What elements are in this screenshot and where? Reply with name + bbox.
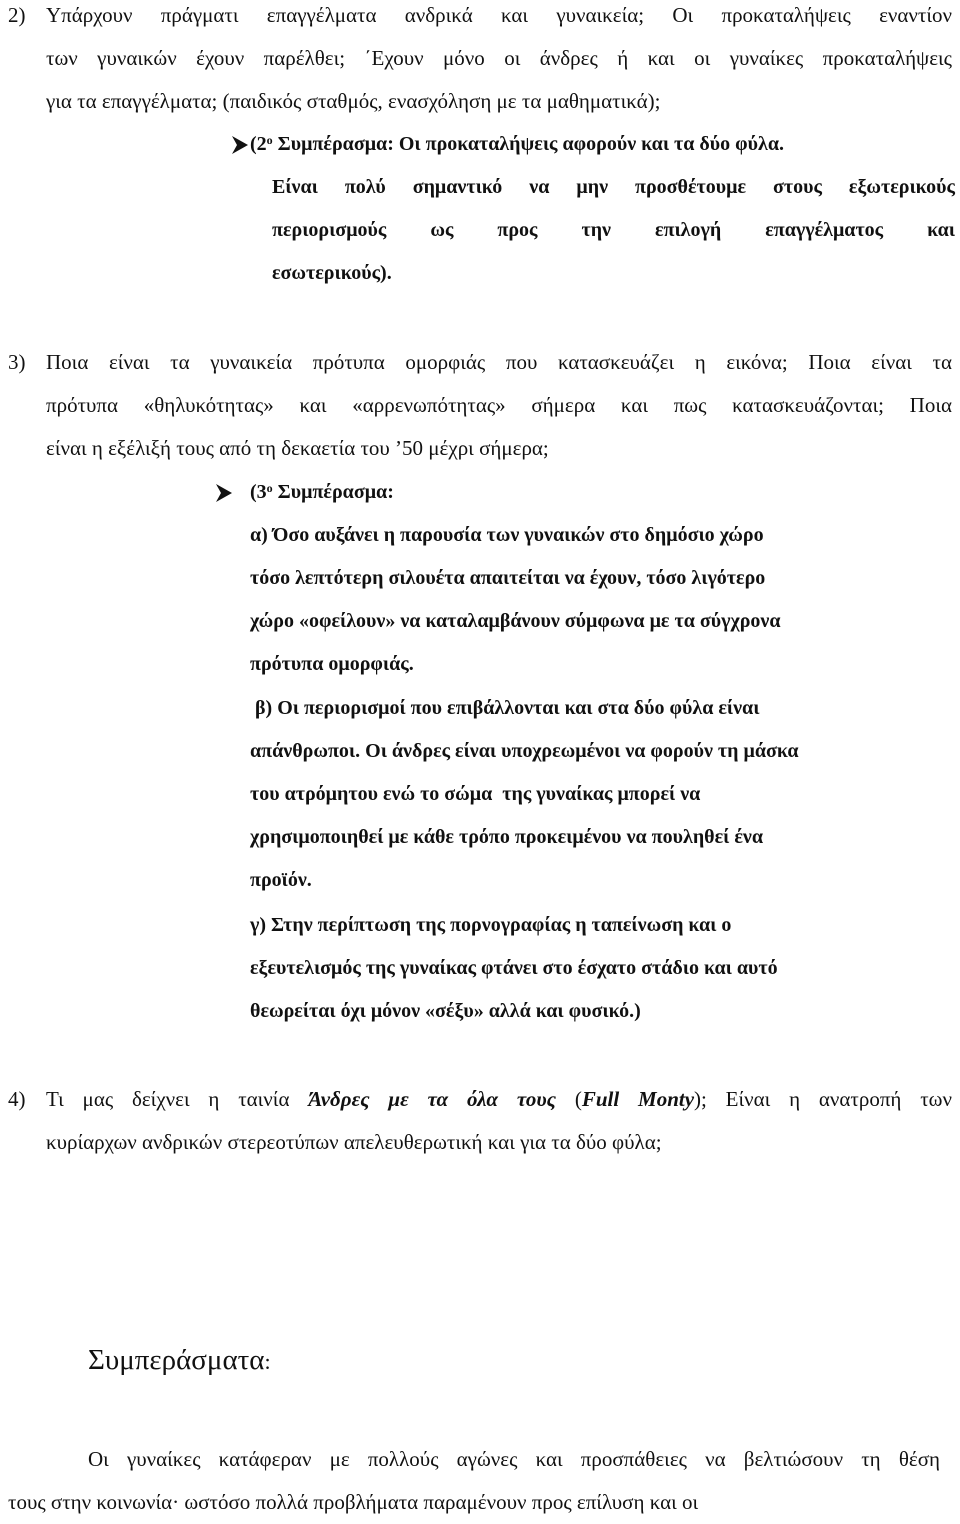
arrow-bullet-icon [214, 482, 234, 510]
conclusion-b-line-2: απάνθρωποι. Οι άνδρες είναι υποχρεωμένοι να φορούν τη μάσκα [250, 740, 799, 762]
question-4-line-2: κυρίαρχων ανδρικών στερεοτύπων απελευθερωτική και για τα δύο φύλα; [46, 1130, 662, 1154]
conclusion-c-line-1: γ) Στην περίπτωση της πορνογραφίας η ταπείνωση και ο [250, 914, 732, 936]
question-3-line-3: είναι η εξέλιξή τους από τη δεκαετία του ’50 μέχρι σήμερα; [46, 436, 549, 460]
conclusion-b-line-5: προϊόν. [250, 869, 312, 891]
conclusion-b-line-4: χρησιμοποιηθεί με κάθε τρόπο προκειμένου να πουληθεί ένα [250, 826, 764, 848]
film-title: Άνδρες με τα όλα τους [308, 1087, 557, 1111]
conclusion-c-line-3: θεωρείται όχι μόνον «σέξυ» αλλά και φυσικό.) [250, 1000, 641, 1022]
arrow-bullet-icon [230, 134, 250, 162]
conclusion-c-line-2: εξευτελισμός της γυναίκας φτάνει στο έσχατο στάδιο και αυτό [250, 957, 778, 979]
conclusion-b-line-3: του ατρόμητου ενώ το σώμα της γυναίκας μπορεί να [250, 783, 701, 805]
question-2-conclusion-line-2: Είναι πολύ σημαντικό να μην προσθέτουμε στους εξωτερικούς [272, 176, 955, 198]
conclusions-heading: Συμπεράσματα: [88, 1344, 271, 1376]
question-3-line-1: Ποια είναι τα γυναικεία πρότυπα ομορφιάς που κατασκευάζει η εικόνα; Ποια είναι τα [46, 350, 952, 374]
conclusion-b-line-1: β) Οι περιορισμοί που επιβάλλονται και στα δύο φύλα είναι [250, 697, 760, 719]
conclusions-line-2: τους στην κοινωνία· ωστόσο πολλά προβλήματα παραμένουν προς επίλυση και οι [8, 1490, 699, 1514]
conclusion-a-line-3: χώρο «οφείλουν» να καταλαμβάνουν σύμφωνα με τα σύγχρονα [250, 610, 781, 632]
question-2-line-2: των γυναικών έχουν παρέλθει; ΄Εχουν μόνο οι άνδρες ή και οι γυναίκες προκαταλήψεις [46, 46, 952, 70]
film-original-title: Full Monty [581, 1087, 695, 1111]
question-2-conclusion-line-3: περιορισμούς ως προς την επιλογή επαγγέλματος και [272, 219, 955, 241]
question-3-number: 3) [8, 350, 26, 374]
question-2-number: 2) [8, 3, 26, 27]
conclusion-a-line-4: πρότυπα ομορφιάς. [250, 653, 414, 675]
conclusion-a-line-1: α) Όσο αυξάνει η παρουσία των γυναικών στο δημόσιο χώρο [250, 524, 764, 546]
question-3-conclusion-title: ($3^o$ Συμπέρασμα: [250, 481, 394, 503]
question-4-line-1: Τι μας δείχνει η ταινία Άνδρες με τα όλα τους (Full Monty); Είναι η ανατροπή των [46, 1087, 952, 1111]
question-2-conclusion-line-4: εσωτερικούς). [272, 262, 392, 284]
question-4-number: 4) [8, 1087, 26, 1111]
question-2-line-1: Υπάρχουν πράγματι επαγγέλματα ανδρικά και γυναικεία; Οι προκαταλήψεις εναντίον [46, 3, 952, 27]
conclusion-a-line-2: τόσο λεπτότερη σιλουέτα απαιτείται να έχουν, τόσο λιγότερο [250, 567, 766, 589]
question-3-line-2: πρότυπα «θηλυκότητας» και «αρρενωπότητας» σήμερα και πως κατασκευάζονται; Ποια [46, 393, 952, 417]
conclusions-line-1: Οι γυναίκες κατάφεραν με πολλούς αγώνες και προσπάθειες να βελτιώσουν τη θέση [88, 1447, 940, 1471]
question-2-line-3: για τα επαγγέλματα; (παιδικός σταθμός, ενασχόληση με τα μαθηματικά); [46, 89, 661, 113]
question-2-conclusion-line-1: ($2^o$ Συμπέρασμα: Οι προκαταλήψεις αφορούν και τα δύο φύλα. [250, 133, 785, 155]
